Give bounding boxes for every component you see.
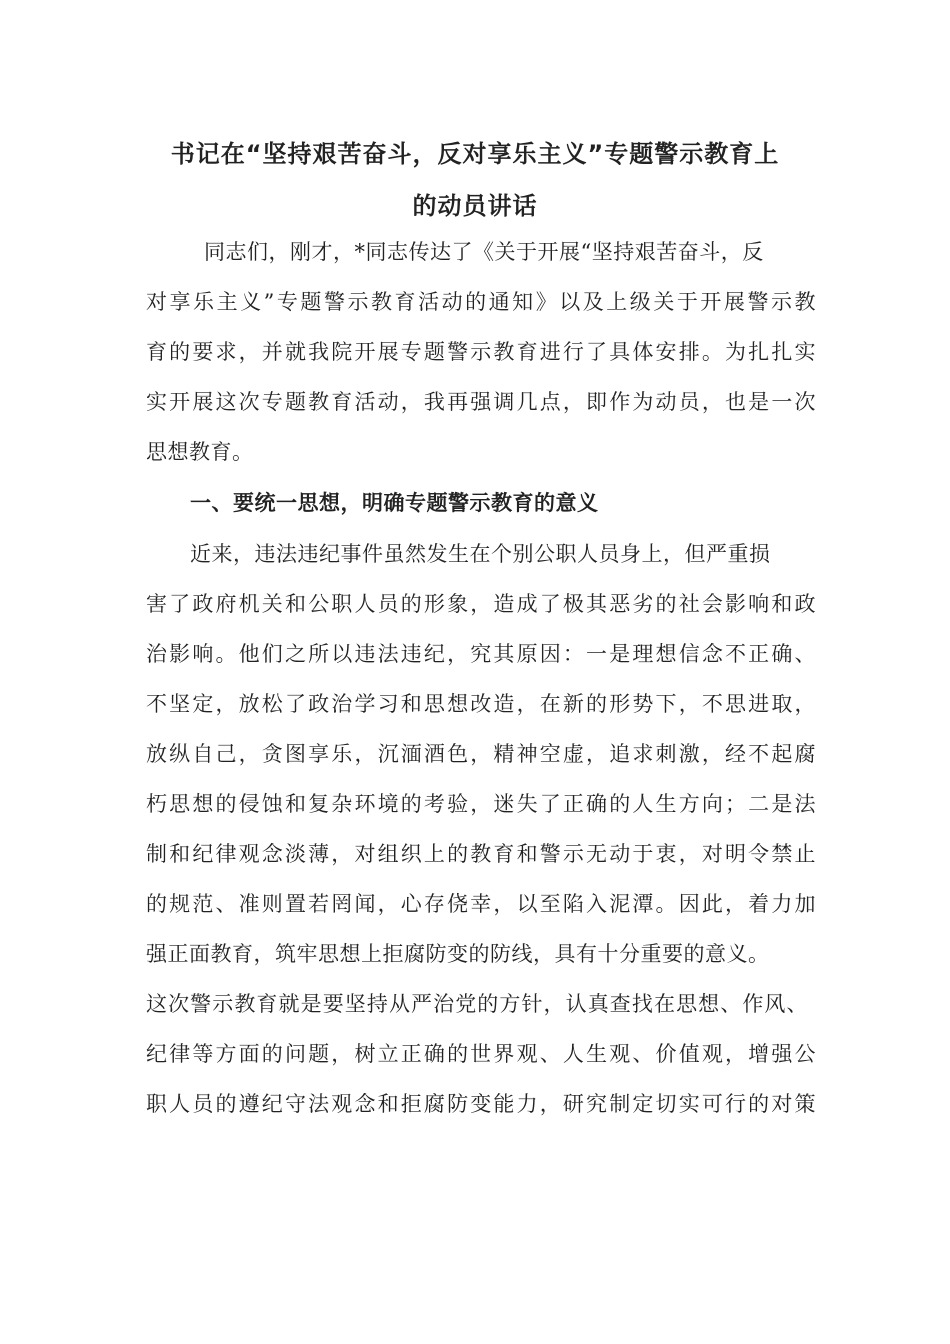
paragraph-line: 朽思想的侵蚀和复杂环境的考验，迷失了正确的人生方向；二是法 (146, 792, 816, 816)
paragraph-line: 纪律等方面的问题，树立正确的世界观、人生观、价值观，增强公 (146, 1042, 816, 1066)
section-heading: 一、要统一思想，明确专题警示教育的意义 (190, 491, 599, 515)
paragraph-line: 治影响。他们之所以违法违纪，究其原因：一是理想信念不正确、 (146, 642, 816, 666)
title-line-1: 书记在“坚持艰苦奋斗，反对享乐主义”专题警示教育上 (170, 140, 780, 168)
paragraph-line: 强正面教育，筑牢思想上拒腐防变的防线，具有十分重要的意义。 (146, 942, 770, 966)
paragraph-line: 放纵自己，贪图享乐，沉湎酒色，精神空虚，追求刺激，经不起腐 (146, 742, 816, 766)
title-line-2: 的动员讲话 (412, 192, 538, 220)
paragraph-line: 近来，违法违纪事件虽然发生在个别公职人员身上，但严重损 (190, 542, 771, 566)
paragraph-line: 制和纪律观念淡薄，对组织上的教育和警示无动于衷，对明令禁止 (146, 842, 816, 866)
paragraph-line: 同志们，刚才，*同志传达了《关于开展“坚持艰苦奋斗，反 (204, 240, 764, 264)
paragraph-line: 不坚定，放松了政治学习和思想改造，在新的形势下，不思进取， (146, 692, 816, 716)
paragraph-line: 实开展这次专题教育活动，我再强调几点，即作为动员，也是一次 (146, 390, 816, 414)
paragraph-line: 思想教育。 (146, 440, 254, 464)
paragraph-line: 育的要求，并就我院开展专题警示教育进行了具体安排。为扎扎实 (146, 340, 816, 364)
paragraph-line: 对享乐主义”专题警示教育活动的通知》以及上级关于开展警示教 (146, 290, 816, 314)
paragraph-line: 的规范、准则置若罔闻，心存侥幸，以至陷入泥潭。因此，着力加 (146, 892, 816, 916)
paragraph-line: 害了政府机关和公职人员的形象，造成了极其恶劣的社会影响和政 (146, 592, 816, 616)
paragraph-line: 这次警示教育就是要坚持从严治党的方针，认真查找在思想、作风、 (146, 992, 808, 1016)
paragraph-line: 职人员的遵纪守法观念和拒腐防变能力，研究制定切实可行的对策 (146, 1092, 816, 1116)
document-title (120, 128, 830, 232)
